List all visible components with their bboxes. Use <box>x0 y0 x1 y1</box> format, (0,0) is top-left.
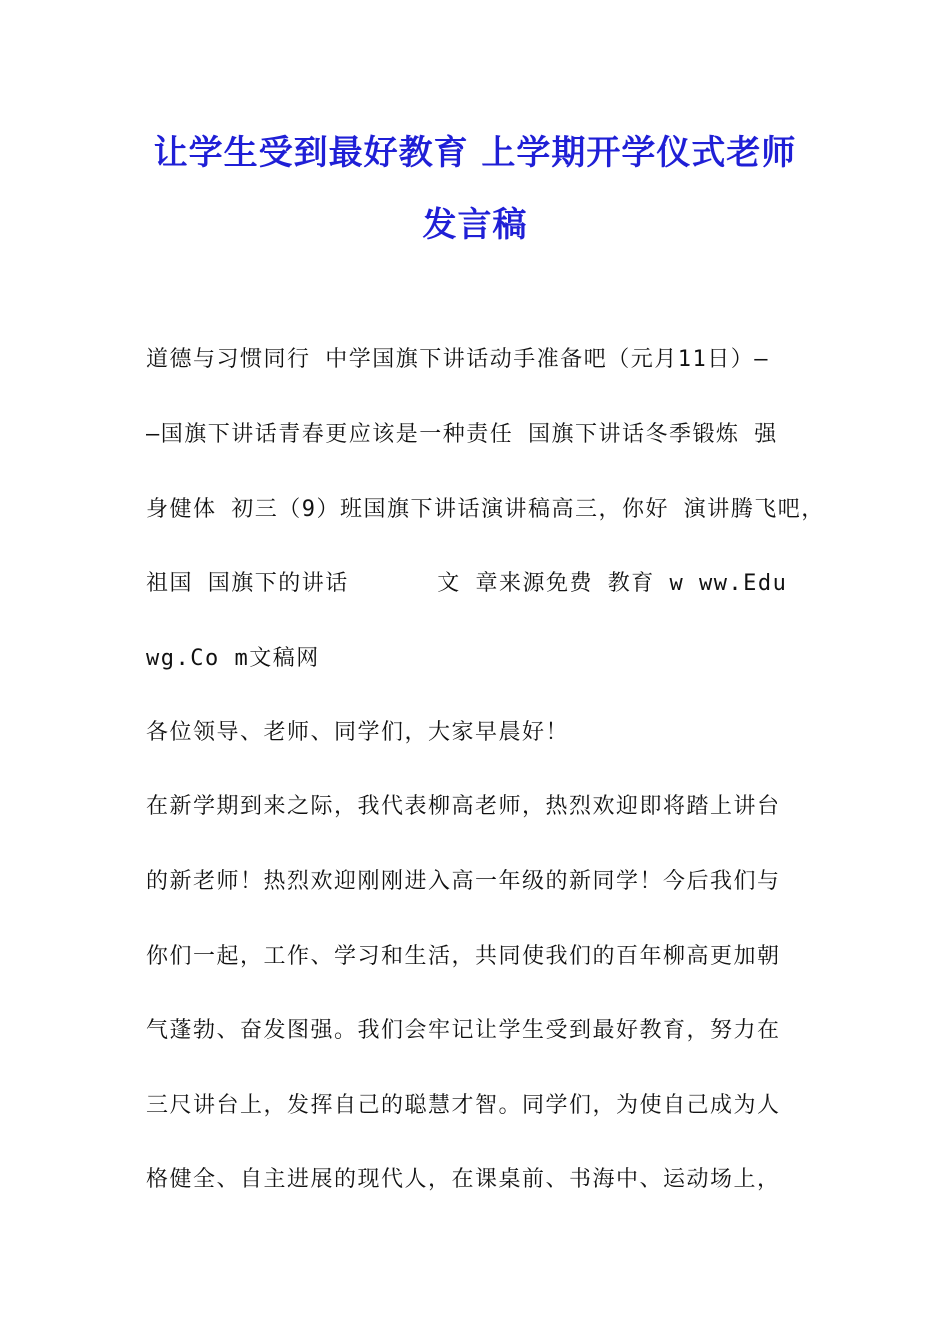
paragraph-line-12: 格健全、自主进展的现代人，在课桌前、书海中、运动场上， <box>146 1167 781 1192</box>
paragraph-line-1: 道德与习惯同行 中学国旗下讲话动手准备吧（元月11日）— <box>146 347 769 372</box>
paragraph-line-10: 气蓬勃、奋发图强。我们会牢记让学生受到最好教育，努力在 <box>146 1018 781 1043</box>
paragraph-line-9: 你们一起，工作、学习和生活，共同使我们的百年柳高更加朝 <box>146 944 781 969</box>
paragraph-line-5: wg.Co m文稿网 <box>146 646 320 671</box>
paragraph-line-2: —国旗下讲话青春更应该是一种责任 国旗下讲话冬季锻炼 强 <box>146 422 778 447</box>
paragraph-line-8: 的新老师！热烈欢迎刚刚进入高一年级的新同学！今后我们与 <box>146 869 781 894</box>
paragraph-line-11: 三尺讲台上，发挥自己的聪慧才智。同学们，为使自己成为人 <box>146 1093 781 1118</box>
paragraph-line-3: 身健体 初三（9）班国旗下讲话演讲稿高三，你好 演讲腾飞吧， <box>146 497 825 522</box>
document-title-line-1: 让学生受到最好教育 上学期开学仪式老师 <box>153 133 797 173</box>
paragraph-line-4: 祖国 国旗下的讲话 文 章来源免费 教育 w ww.Edu <box>146 571 788 596</box>
paragraph-line-6: 各位领导、老师、同学们，大家早晨好！ <box>146 720 570 745</box>
document-title-line-2: 发言稿 <box>422 205 528 245</box>
paragraph-line-7: 在新学期到来之际，我代表柳高老师，热烈欢迎即将踏上讲台 <box>146 794 781 819</box>
